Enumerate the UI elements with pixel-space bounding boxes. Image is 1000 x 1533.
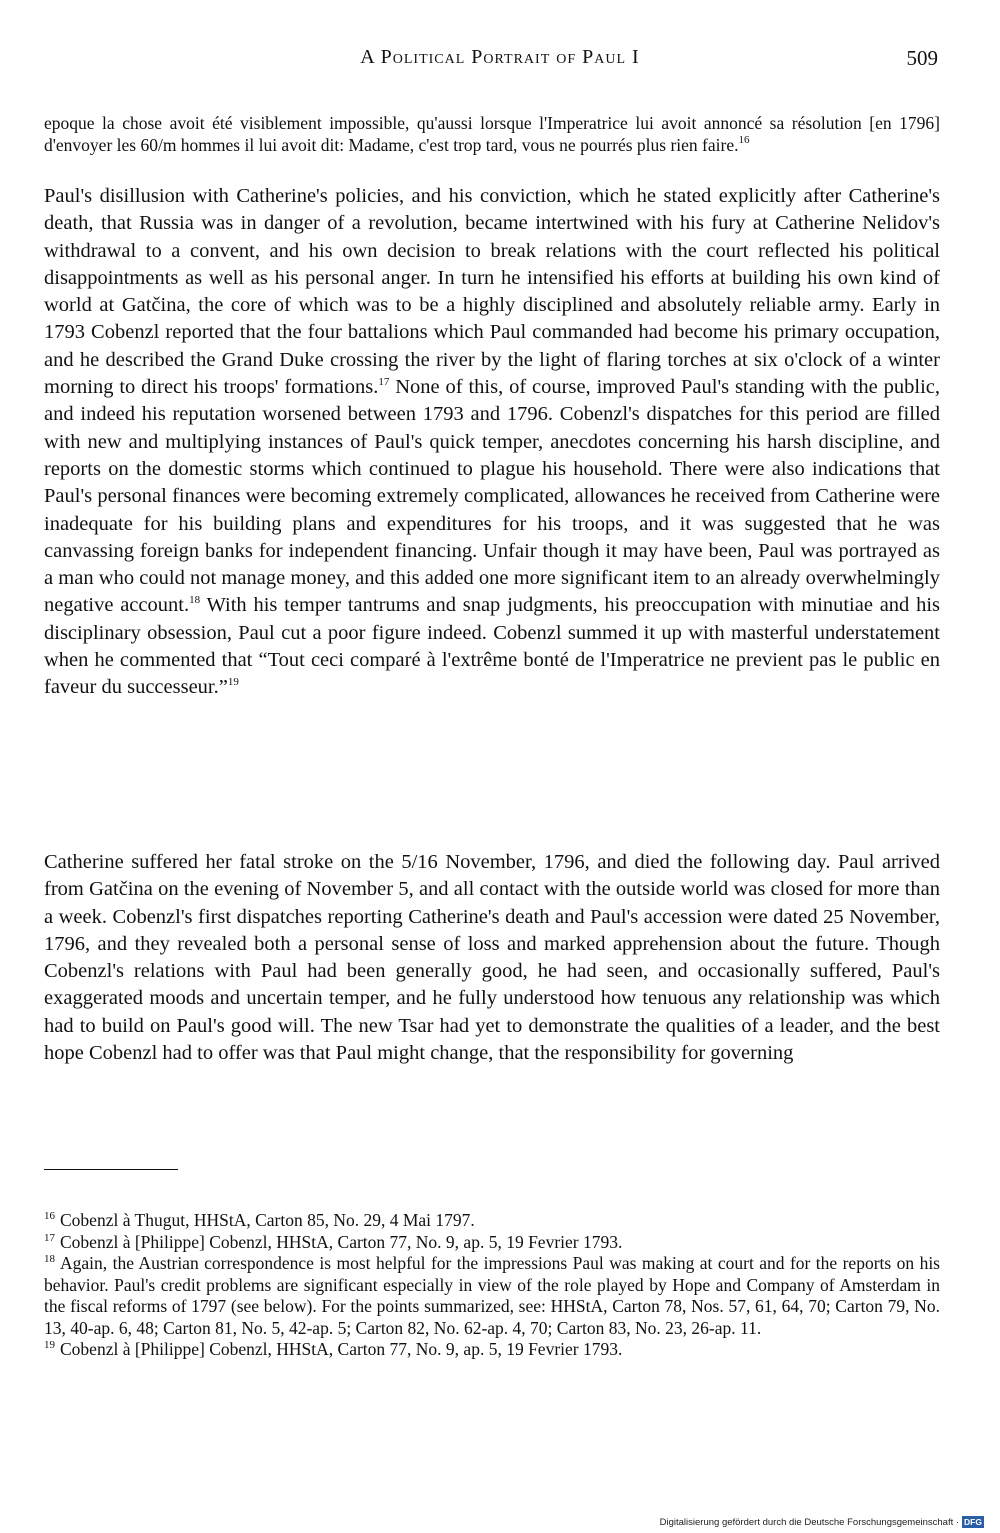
footnote-ref-19: 19: [227, 676, 239, 689]
footnote-text: Cobenzl à Thugut, HHStA, Carton 85, No. 29, 4 Mai 1797.: [60, 1210, 475, 1230]
footnote-text: Cobenzl à [Philippe] Cobenzl, HHStA, Carton 77, No. 9, ap. 5, 19 Fevrier 1793.: [60, 1339, 623, 1359]
page-number: 509: [906, 46, 938, 70]
paragraph-1-part-1: Paul's disillusion with Catherine's policies, and his conviction, which he stated explicitly after Catherine's death, that Russia was in danger of a revolution, became intertwined with his fury at Catherine Nelidov's withdrawal to a convent, and his own decision to break relations with the court reflected his political disappointments as well as his personal anger. In turn he intensified his efforts at building his own kind of world at Gatčina, the core of which was to be a highly disciplined and absolutely reliable army. Early in 1793 Cobenzl reported that the four battalions which Paul commanded had become his primary occupation, and he described the Grand Duke crossing the river by the light of flaring torches at six o'clock of a winter morning to direct his troops' formations.: [44, 185, 940, 399]
footnote-number: 19: [44, 1339, 55, 1351]
footnote-number: 17: [44, 1231, 55, 1244]
footnotes: [44, 1210, 940, 1361]
footnote-19: [44, 1339, 940, 1361]
footnote-number: 18: [44, 1253, 55, 1265]
footnote-17: [44, 1232, 940, 1254]
footnote-number: 16: [44, 1210, 55, 1222]
footnote-ref-18: 18: [189, 594, 201, 607]
quote-text: epoque la chose avoit été visiblement impossible, qu'aussi lorsque l'Imperatrice lui avoit annoncé sa résolution [en 1796] d'envoyer les 60/m hommes il lui avoit dit: Madame, c'est trop tard, vous ne pourrés plus rien faire.: [44, 113, 940, 155]
page-title: A Political Portrait of Paul I: [360, 46, 640, 68]
footnote-text: Again, the Austrian correspondence is most helpful for the impressions Paul was making at court and for the reports on his behavior. Paul's credit problems are significant especially in view of the role played by Hope and Company of Amsterdam in the fiscal reforms of 1797 (see below). For the points summarized, see: HHStA, Carton 78, Nos. 57, 61, 64, 70; Carton 79, No. 13, 40-ap. 6, 48; Carton 81, No. 5, 42-ap. 5; Carton 82, No. 62-ap. 4, 70; Carton 83, No. 23, 26-ap. 11.: [44, 1253, 940, 1338]
paragraph-1-part-3: With his temper tantrums and snap judgments, his preoccupation with minutiae and his disciplinary obsession, Paul cut a poor figure indeed. Cobenzl summed it up with masterful understatement when he commented that “Tout ceci comparé à l'extrême bonté de l'Imperatrice ne previent pas le public en faveur du successeur.”: [44, 594, 941, 699]
block-quote: [44, 112, 940, 156]
footnote-ref-17: 17: [378, 376, 390, 389]
footnote-16: [44, 1210, 940, 1232]
footnote-ref-16: 16: [738, 134, 750, 146]
digitization-notice: [584, 1514, 984, 1530]
dfg-logo: DFG: [964, 1517, 982, 1527]
digitization-text: Digitalisierung gefördert durch die Deutsche Forschungsgemeinschaft ·: [659, 1516, 960, 1528]
body-paragraph-1: [44, 183, 940, 702]
footnote-text: Cobenzl à [Philippe] Cobenzl, HHStA, Carton 77, No. 9, ap. 5, 19 Fevrier 1793.: [60, 1231, 623, 1252]
paragraph-1-part-2: None of this, of course, improved Paul's standing with the public, and indeed his reputation worsened between 1793 and 1796. Cobenzl's dispatches for this period are filled with new and multiplying instances of Paul's quick temper, anecdotes concerning his harsh discipline, and reports on the domestic storms which continued to plague his household. There were also indications that Paul's personal finances were becoming extremely complicated, allowances he received from Catherine were inadequate for his building plans and expenditures for his troops, and it was suggested that he was canvassing foreign banks for independent financing. Unfair though it may have been, Paul was portrayed as a man who could not manage money, and this added one more significant item to an already overwhelmingly negative account.: [44, 376, 941, 617]
body-paragraph-2: [44, 849, 940, 1067]
footnote-separator: [44, 1169, 178, 1170]
footnote-18: [44, 1253, 940, 1339]
running-head: [0, 46, 1000, 80]
paragraph-2-text: Catherine suffered her fatal stroke on the 5/16 November, 1796, and died the following day. Paul arrived from Gatčina on the evening of November 5, and all contact with the outside world was closed for more than a week. Cobenzl's first dispatches reporting Catherine's death and Paul's accession were dated 25 November, 1796, and they revealed both a personal sense of loss and marked apprehension about the future. Though Cobenzl's relations with Paul had been generally good, he had seen, and occasionally suffered, Paul's exaggerated moods and uncertain temper, and he fully understood how tenuous any relationship was which had to build on Paul's good will. The new Tsar had yet to demonstrate the qualities of a leader, and the best hope Cobenzl had to offer was that Paul might change, that the responsibility for governing: [44, 851, 940, 1065]
